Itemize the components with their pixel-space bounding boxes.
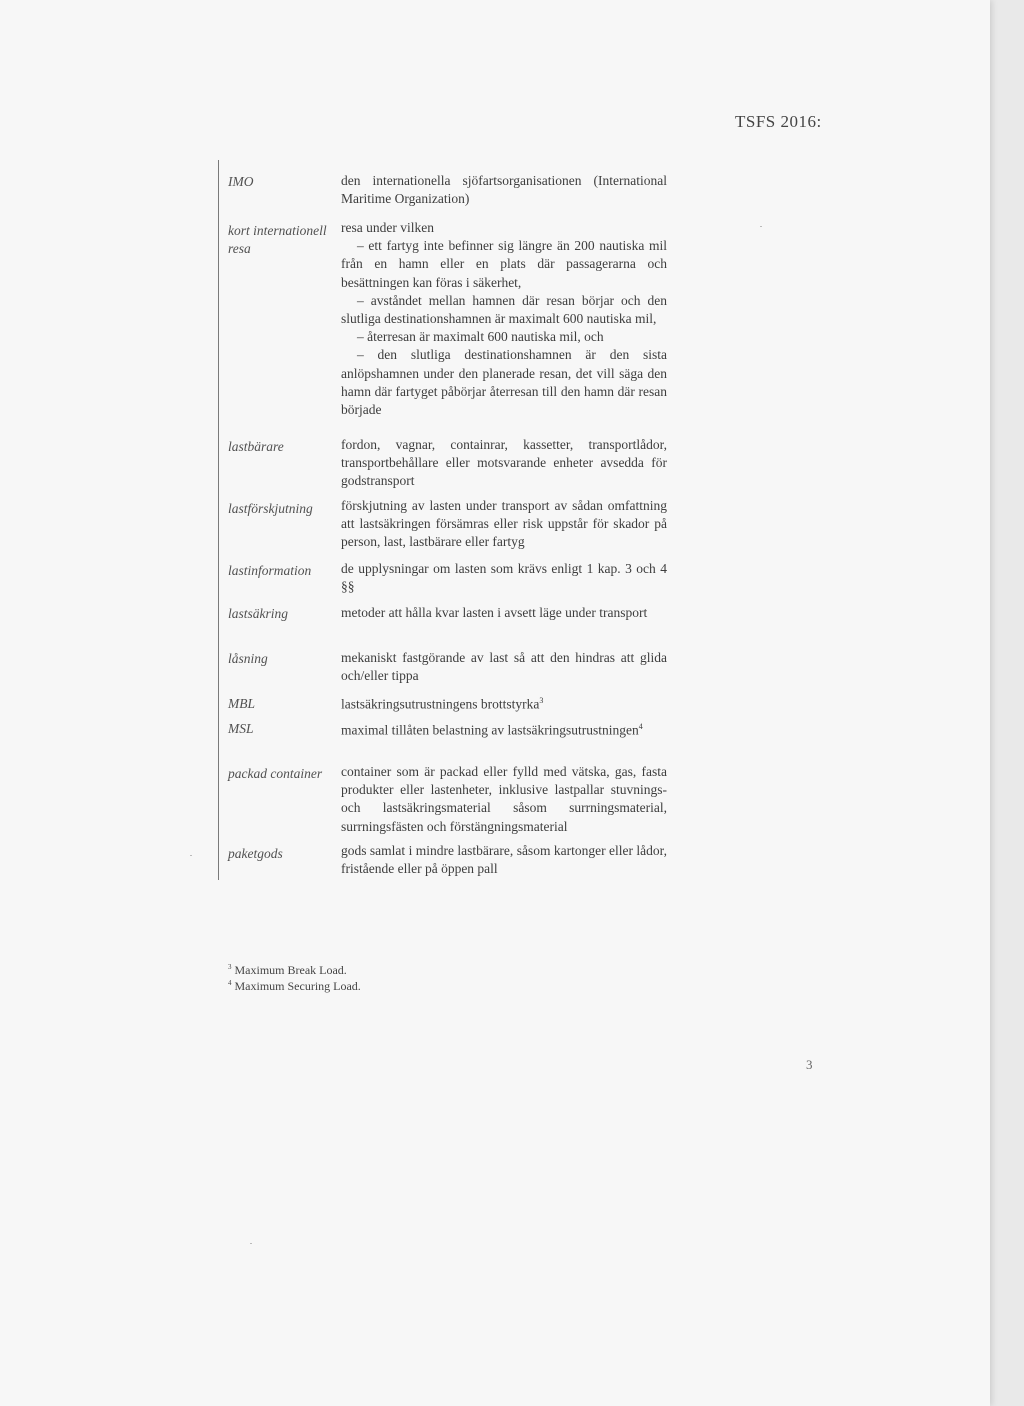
footnote-4 (228, 977, 361, 993)
footnote-number: 4 (228, 979, 232, 987)
definition-text: mekaniskt fastgörande av last så att den hindras att glida och/eller tippa (341, 650, 667, 684)
definition-text: de upplysningar om lasten som krävs enligt 1 kap. 3 och 4 §§ (341, 561, 667, 595)
footnote-number: 3 (228, 963, 232, 971)
definition-paketgods (341, 842, 667, 878)
term-lastsakring: lastsäkring (228, 606, 289, 621)
definition-kort-internationell-resa (341, 219, 667, 419)
definition-bullet: – ett fartyg inte befinner sig längre än 200 nautiska mil från en hamn eller en plats där passagerarna och besättningen kan föras i säkerhet, (341, 238, 667, 290)
term-paketgods: paketgods (228, 846, 283, 861)
page-number: 3 (806, 1057, 813, 1072)
definition-lastinformation (341, 560, 667, 596)
definition-bullet: – avståndet mellan hamnen där resan börjar och den slutliga destinationshamnen är maximalt 600 nautiska mil, (341, 292, 667, 327)
definition-text: resa under vilken (341, 220, 434, 235)
term-lasning: låsning (228, 651, 268, 666)
footnotes (228, 961, 361, 993)
term-mbl: MBL (228, 696, 255, 711)
definition-text-body: maximal tillåten belastning av lastsäkringsutrustningen (341, 722, 639, 738)
scan-speck (250, 1243, 252, 1244)
term-imo: IMO (228, 174, 254, 189)
term-packad-container: packad container (228, 766, 323, 781)
definition-bullet: – den slutliga destinationshamnen är den sista anlöpshamnen under den planerade resan, det vill säga den hamn där fartyget påbörjar återresan till den hamn där resan började (341, 347, 667, 418)
term-lastbarare: lastbärare (228, 439, 284, 454)
vertical-margin-rule (218, 160, 219, 880)
definition-text: förskjutning av lasten under transport av sådan omfattning att lastsäkringen försämras eller risk uppstår för skador på person, last, lastbärare eller fartyg (341, 498, 667, 550)
definition-lastsakring (341, 604, 667, 622)
footnote-ref-3: 3 (539, 696, 544, 705)
definition-text: fordon, vagnar, containrar, kassetter, transportlådor, transportbehållare eller motsvarande enheter avsedda för godstransport (341, 437, 667, 489)
definition-bullet: – återresan är maximalt 600 nautiska mil, och (357, 329, 604, 345)
definition-msl (341, 718, 667, 740)
document-id-header: TSFS 2016: (735, 112, 822, 131)
definition-text: metoder att hålla kvar lasten i avsett läge under transport (341, 605, 648, 620)
scan-speck (760, 226, 762, 227)
scan-speck (190, 855, 192, 856)
definition-lastforskjutning (341, 497, 667, 552)
definition-text: den internationella sjöfartsorganisationen (International Maritime Organization) (341, 173, 667, 207)
definition-text-body: lastsäkringsutrustningens brottstyrka (341, 696, 540, 712)
definition-text: container som är packad eller fylld med vätska, gas, fasta produkter eller lastenheter, inklusive lastpallar stuvnings- och lastsäkringsmaterial såsom surrningsmaterial, surrningsfästen och förstängningsmaterial (341, 764, 667, 834)
term-lastforskjutning: lastförskjutning (228, 501, 313, 516)
definition-text (341, 692, 667, 714)
term-msl: MSL (228, 721, 254, 736)
footnote-3 (228, 961, 361, 977)
footnote-text: Maximum Securing Load. (234, 979, 361, 993)
term-kort-internationell-resa: kort internationell resa (228, 223, 327, 256)
definition-imo (341, 172, 667, 208)
definition-mbl (341, 692, 667, 714)
definition-text: gods samlat i mindre lastbärare, såsom kartonger eller lådor, fristående eller på öppen pall (341, 843, 667, 877)
footnote-ref-4: 4 (638, 722, 643, 731)
definition-lastbarare (341, 436, 667, 491)
definition-lasning (341, 649, 667, 685)
definition-text (341, 718, 667, 740)
footnote-text: Maximum Break Load. (234, 963, 347, 977)
definition-packad-container (341, 763, 667, 836)
term-lastinformation: lastinformation (228, 563, 312, 578)
